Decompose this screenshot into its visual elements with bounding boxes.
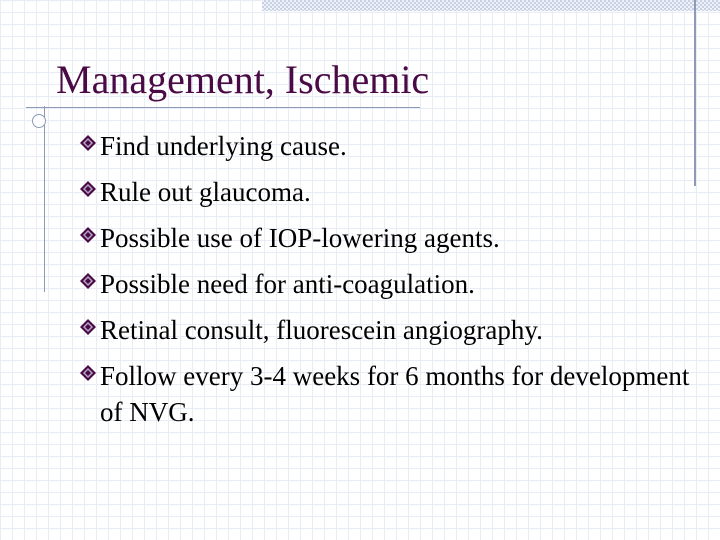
bullet-item: [80, 312, 690, 348]
diamond-bullet-icon: [80, 181, 96, 197]
bullet-text: Retinal consult, fluorescein angiography.: [100, 315, 543, 345]
decorative-top-bar: [262, 0, 720, 11]
bullet-text: Find underlying cause.: [100, 131, 347, 161]
decorative-right-line: [694, 0, 696, 186]
decorative-left-line: [44, 106, 45, 292]
diamond-bullet-icon: [80, 227, 96, 243]
diamond-bullet-icon: [80, 319, 96, 335]
bullet-text: Follow every 3-4 weeks for 6 months for development of NVG.: [100, 361, 690, 427]
bullet-text: Possible use of IOP-lowering agents.: [100, 223, 500, 253]
bullet-item: [80, 174, 690, 210]
diamond-bullet-icon: [80, 135, 96, 151]
bullet-text: Possible need for anti-coagulation.: [100, 269, 475, 299]
bullet-item: [80, 358, 690, 430]
decorative-circle: [32, 114, 46, 128]
bullet-item: [80, 266, 690, 302]
diamond-bullet-icon: [80, 365, 96, 381]
bullet-item: [80, 128, 690, 164]
bullet-text: Rule out glaucoma.: [100, 177, 311, 207]
title-underline: [26, 107, 420, 108]
bullet-list: [80, 128, 690, 440]
bullet-item: [80, 220, 690, 256]
diamond-bullet-icon: [80, 273, 96, 289]
slide-title: Management, Ischemic: [56, 57, 430, 102]
